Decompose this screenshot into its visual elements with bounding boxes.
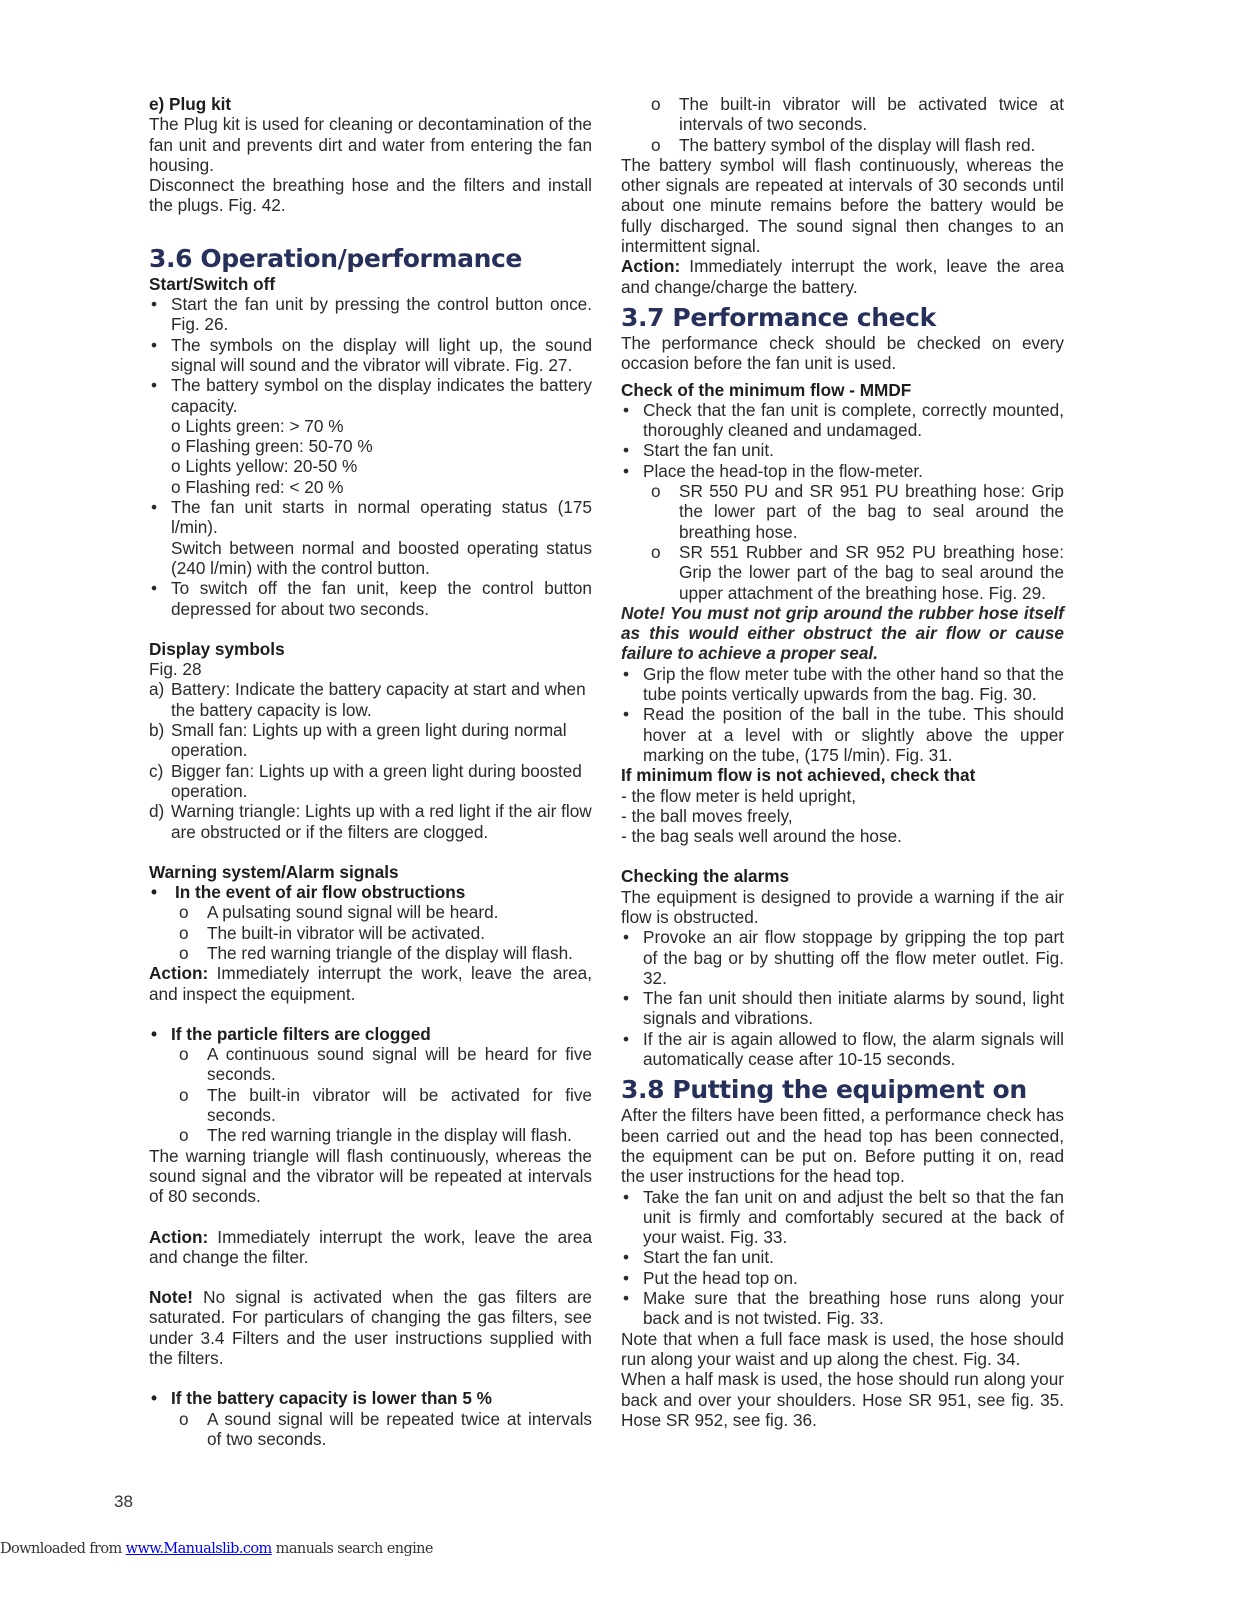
put-on-list	[621, 1187, 1064, 1329]
display-symbols-heading: Display symbols	[149, 638, 285, 659]
list-item: o The red warning triangle in the display will flash.	[149, 1125, 592, 1145]
hose-sublist	[621, 481, 1064, 603]
gas-filter-note: Note! No signal is activated when the gas filters are saturated. For particulars of changing the gas filters, see under 3.4 Filters and the user instructions supplied with the filters.	[149, 1287, 592, 1369]
display-symbols-list	[149, 679, 592, 841]
list-item: • The fan unit should then initiate alarms by sound, light signals and vibrations.	[621, 988, 1064, 1029]
battery-levels	[171, 416, 592, 497]
list-item: - the flow meter is held upright,	[621, 785, 857, 806]
list-item: b) Small fan: Lights up with a green light during normal operation.	[149, 720, 567, 761]
download-footer	[0, 1541, 433, 1557]
put-on-intro: After the filters have been fitted, a performance check has been carried out and the head top has been connected, the equipment can be put on. Before putting it on, read the user instructions for the head top.	[621, 1105, 1064, 1187]
plug-kit-heading: e) Plug kit	[149, 94, 232, 114]
list-item: • Start the fan unit.	[621, 440, 1064, 460]
list-item: o A pulsating sound signal will be heard.	[149, 902, 592, 922]
list-item: • Place the head-top in the flow-meter.	[621, 461, 1064, 481]
mmdf-list	[621, 400, 1064, 481]
clogged-action: Action: Immediately interrupt the work, leave the area and change the filter.	[149, 1226, 592, 1267]
plug-kit-paragraph-2: Disconnect the breathing hose and the filters and install the plugs. Fig. 42.	[149, 175, 592, 216]
list-item: - the bag seals well around the hose.	[621, 826, 902, 847]
clogged-heading: • If the particle filters are clogged	[149, 1024, 592, 1044]
list-item: o The red warning triangle of the display will flash.	[149, 943, 592, 963]
display-fig-ref: Fig. 28	[149, 659, 202, 680]
list-item: o SR 550 PU and SR 951 PU breathing hose: Grip the lower part of the bag to seal around the breathing hose.	[621, 481, 1064, 542]
warning-system-heading: Warning system/Alarm signals	[149, 861, 399, 882]
list-item: • The symbols on the display will light up, the sound signal will sound and the vibrator will vibrate. Fig. 27.	[149, 335, 592, 376]
footer-suffix: manuals search engine	[271, 1541, 433, 1557]
list-item: o The battery symbol of the display will flash red.	[621, 135, 1064, 155]
alarms-list	[621, 927, 1064, 1069]
clogged-sublist	[149, 1044, 592, 1145]
battery-level: o Lights green: > 70 %	[171, 415, 344, 436]
list-item: • Check that the fan unit is complete, correctly mounted, thoroughly cleaned and undamaged.	[621, 400, 1064, 441]
section-3-6-title: 3.6 Operation/performance	[149, 243, 522, 273]
battery-low-list	[149, 1388, 592, 1408]
airflow-sublist	[149, 902, 592, 963]
start-switch-heading: Start/Switch off	[149, 273, 276, 294]
battery-low-sublist-cont	[621, 94, 1064, 155]
start-list	[149, 294, 592, 619]
clogged-paragraph: The warning triangle will flash continuously, whereas the sound signal and the vibrator will be repeated at intervals of 80 seconds.	[149, 1145, 592, 1207]
grip-list	[621, 664, 1064, 765]
section-3-7-title: 3.7 Performance check	[621, 302, 936, 332]
list-item: o The built-in vibrator will be activated.	[149, 923, 592, 943]
alarms-intro: The equipment is designed to provide a warning if the air flow is obstructed.	[621, 886, 1064, 927]
right-column	[621, 94, 1064, 1430]
section-3-8-title: 3.8 Putting the equipment on	[621, 1075, 1027, 1105]
list-item: a) Battery: Indicate the battery capacity at start and when the battery capacity is low.	[149, 679, 586, 720]
list-item: • Start the fan unit.	[621, 1247, 1064, 1267]
airflow-list	[149, 882, 592, 902]
half-mask-paragraph: When a half mask is used, the hose should run along your back and over your shoulders. Hose SR 951, see fig. 35. Hose SR 952, see fig. 36.	[621, 1369, 1064, 1430]
left-column	[149, 94, 592, 1449]
list-item: • Put the head top on.	[621, 1268, 1064, 1288]
alarms-heading: Checking the alarms	[621, 866, 790, 887]
airflow-heading: • In the event of air flow obstructions	[149, 882, 592, 902]
battery-low-heading: • If the battery capacity is lower than 5 %	[149, 1388, 592, 1408]
battery-low-sublist	[149, 1409, 592, 1450]
clogged-list	[149, 1024, 592, 1044]
battery-action: Action: Immediately interrupt the work, leave the area and change/charge the battery.	[621, 256, 1064, 297]
airflow-action: Action: Immediately interrupt the work, leave the area, and inspect the equipment.	[149, 963, 592, 1004]
page-number: 38	[114, 1492, 133, 1511]
list-item: c) Bigger fan: Lights up with a green light during boosted operation.	[149, 760, 582, 801]
list-item: o SR 551 Rubber and SR 952 PU breathing hose: Grip the lower part of the bag to seal around the upper attachment of the breathing hose. Fig. 29.	[621, 542, 1064, 603]
list-item: • To switch off the fan unit, keep the control button depressed for about two seconds.	[149, 578, 592, 619]
list-item: • Grip the flow meter tube with the other hand so that the tube points vertically upwards from the bag. Fig. 30.	[621, 664, 1064, 705]
battery-level: o Lights yellow: 20-50 %	[171, 456, 358, 477]
performance-intro: The performance check should be checked on every occasion before the fan unit is used.	[621, 332, 1064, 374]
list-item-text: The battery symbol on the display indicates the battery capacity.	[171, 375, 592, 416]
battery-paragraph: The battery symbol will flash continuously, whereas the other signals are repeated at intervals of 30 seconds until about one minute remains before the battery would be fully discharged. The sound signal then changes to an intermittent signal.	[621, 154, 1064, 257]
rubber-hose-note: Note! You must not grip around the rubber hose itself as this would either obstruct the air flow or cause failure to achieve a proper seal.	[621, 602, 1064, 664]
footer-prefix: Downloaded from	[0, 1541, 126, 1557]
list-item: • Start the fan unit by pressing the control button once. Fig. 26.	[149, 294, 592, 335]
list-item: o The built-in vibrator will be activated for five seconds.	[149, 1085, 592, 1126]
list-item: • Make sure that the breathing hose runs along your back and is not twisted. Fig. 33.	[621, 1288, 1064, 1329]
list-item-continuation: Switch between normal and boosted operating status (240 l/min) with the control button.	[171, 537, 592, 578]
list-item	[149, 375, 592, 497]
list-item: • Take the fan unit on and adjust the belt so that the fan unit is firmly and comfortably secured at the back of your waist. Fig. 33.	[621, 1187, 1064, 1248]
list-item-text: The fan unit starts in normal operating status (175 l/min).	[171, 497, 592, 538]
full-face-paragraph: Note that when a full face mask is used, the hose should run along your waist and up along the chest. Fig. 34.	[621, 1328, 1064, 1369]
list-item: d) Warning triangle: Lights up with a red light if the air flow are obstructed or if the filters are clogged.	[149, 801, 592, 842]
mmdf-heading: Check of the minimum flow - MMDF	[621, 379, 912, 400]
list-item: o The built-in vibrator will be activated twice at intervals of two seconds.	[621, 94, 1064, 135]
list-item: • Read the position of the ball in the tube. This should hover at a level with or slightly above the upper marking on the tube, (175 l/min). Fig. 31.	[621, 704, 1064, 765]
battery-level: o Flashing red: < 20 %	[171, 476, 344, 497]
plug-kit-paragraph: The Plug kit is used for cleaning or decontamination of the fan unit and prevents dirt and water from entering the fan housing.	[149, 114, 592, 175]
list-item: • If the air is again allowed to flow, the alarm signals will automatically cease after 10-15 seconds.	[621, 1029, 1064, 1070]
list-item: o A sound signal will be repeated twice at intervals of two seconds.	[149, 1409, 592, 1450]
list-item	[149, 497, 592, 578]
list-item: • Provoke an air flow stoppage by gripping the top part of the bag or by shutting off the flow meter outlet. Fig. 32.	[621, 927, 1064, 988]
list-item: - the ball moves freely,	[621, 805, 793, 826]
min-flow-heading: If minimum flow is not achieved, check that	[621, 765, 976, 786]
manualslib-link[interactable]: www.Manualslib.com	[125, 1541, 272, 1557]
battery-level: o Flashing green: 50-70 %	[171, 436, 373, 457]
list-item: o A continuous sound signal will be heard for five seconds.	[149, 1044, 592, 1085]
